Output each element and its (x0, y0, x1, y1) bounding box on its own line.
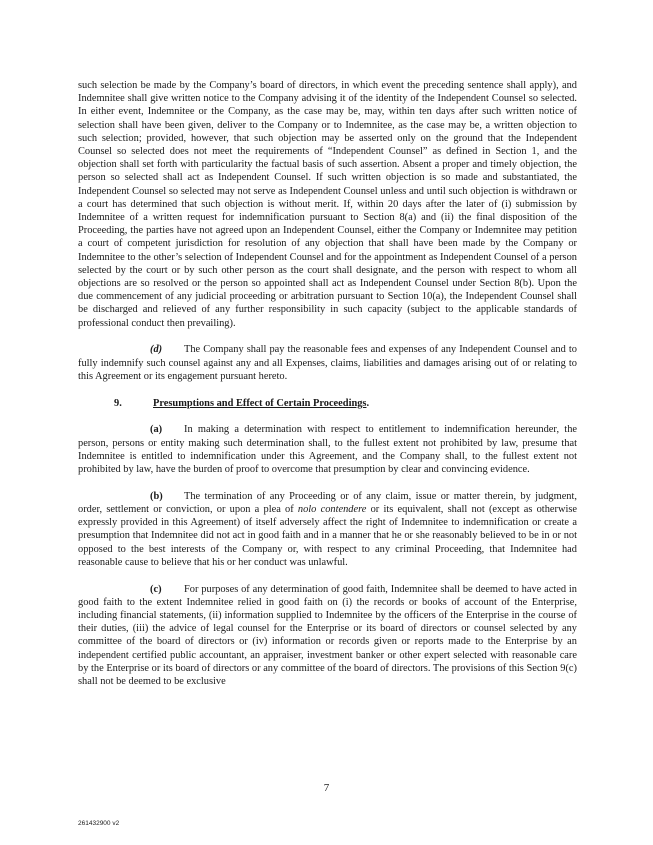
section-9-title-end: . (366, 397, 370, 409)
section-9-heading (78, 397, 577, 410)
paragraph-9b-text-after: or its equivalent, shall not (except as otherwise expressly provided in this Agreement) of itself adversely affect the right of Indemnitee to indemnification or create a presumption that Indemnitee did not act in good faith and in a manner that he or she reasonably believed to be in or not opposed to the best interests of the Company or, with respect to any criminal Proceeding, that Indemnitee had reasonable cause to believe that his or her conduct was unlawful. (78, 504, 578, 568)
paragraph-8d-label: (d) (150, 344, 163, 356)
section-9-number: 9. (114, 397, 122, 409)
page-body (78, 79, 577, 688)
paragraph-gap (78, 330, 577, 344)
paragraph-8d-text: The Company shall pay the reasonable fees and expenses of any Independent Counsel and to fully indemnify such counsel against any and all Expenses, claims, liabilities and damages arising out of or relating to this Agreement or its engagement pursuant hereto. (78, 344, 577, 382)
section-9-title: Presumptions and Effect of Certain Proceedings (153, 397, 367, 409)
paragraph-gap (78, 383, 577, 397)
document-id-footer: 261432900 v2 (78, 820, 120, 827)
paragraph-9b-label: (b) (150, 490, 163, 502)
page-number: 7 (323, 782, 330, 794)
paragraph-9a (78, 423, 577, 476)
continuation-paragraph: such selection be made by the Company’s board of directors, in which event the preceding sentence shall apply), and Indemnitee shall give written notice to the Company advising it of the identity of the Independent Counsel so selected. In either event, Indemnitee or the Company, as the case may be, may, within ten days after such written notice of selection shall have been given, deliver to the Company or to Indemnitee, as the case may be, a written objection to such selection; provided, however, that such objection may be asserted only on the ground that the Independent Counsel so selected does not meet the requirements of “Independent Counsel” as defined in Section 1, and the objection shall set forth with particularity the factual basis of such assertion. Absent a proper and timely objection, the person so selected shall act as Independent Counsel. If such written objection is so made and substantiated, the Independent Counsel so selected may not serve as Independent Counsel unless and until such objection is withdrawn or a court has determined that such objection is without merit. If, within 20 days after the later of (i) submission by Indemnitee of a written request for indemnification pursuant to Section 8(a) and (ii) the final disposition of the Proceeding, the parties have not agreed upon an Independent Counsel, either the Company or Indemnitee may petition a court of competent jurisdiction for resolution of any objection that shall have been made by the Company or Indemnitee to the other’s selection of Independent Counsel and for the appointment as Independent Counsel of a person selected by the court or by such other person as the court shall designate, and the person with respect to whom all objections are so resolved or the person so appointed shall act as Independent Counsel under Section 8(b). Upon the due commencement of any judicial proceeding or arbitration pursuant to Section 10(a), the Independent Counsel shall be discharged and relieved of any further responsibility in such capacity (subject to the applicable standards of professional conduct then prevailing). (78, 80, 577, 329)
paragraph-9a-label: (a) (150, 424, 163, 436)
paragraph-9b-text-before: The termination of any Proceeding or of any claim, issue or matter therein, by judgment, order, settlement or conviction, or upon a plea of (78, 490, 577, 516)
paragraph-8d (78, 343, 577, 383)
paragraph-9a-text: In making a determination with respect to entitlement to indemnification hereunder, the person, persons or entity making such determination shall, to the fullest extent not prohibited by law, presume that Indemnitee is entitled to indemnification under this Agreement, and the Company shall, to the fullest extent not prohibited by law, have the burden of proof to overcome that presumption by clear and convincing evidence. (78, 424, 577, 476)
paragraph-9c-text: For purposes of any determination of good faith, Indemnitee shall be deemed to have acted in good faith to the extent Indemnitee relied in good faith on (i) the records or books of account of the Enterprise, including financial statements, (ii) information supplied to Indemnitee by the officers of the Enterprise in the course of their duties, (iii) the advice of legal counsel for the Enterprise or its board of directors or counsel selected by any committee of the board of directors or (iv) information or records given or reports made to the Enterprise by an independent certified public accountant, an appraiser, investment banker or other expert selected with reasonable care by the Enterprise or its board of directors or any committee of the board of directors. The provisions of this Section 9(c) shall not be deemed to be exclusive (78, 583, 577, 688)
paragraph-9c (78, 583, 577, 689)
paragraph-9b-italic-phrase: nolo contendere (297, 504, 367, 516)
paragraph-gap (78, 569, 577, 583)
paragraph-9b (78, 490, 577, 569)
paragraph-gap (78, 410, 577, 424)
paragraph-9c-label: (c) (150, 583, 162, 595)
paragraph-gap (78, 476, 577, 490)
